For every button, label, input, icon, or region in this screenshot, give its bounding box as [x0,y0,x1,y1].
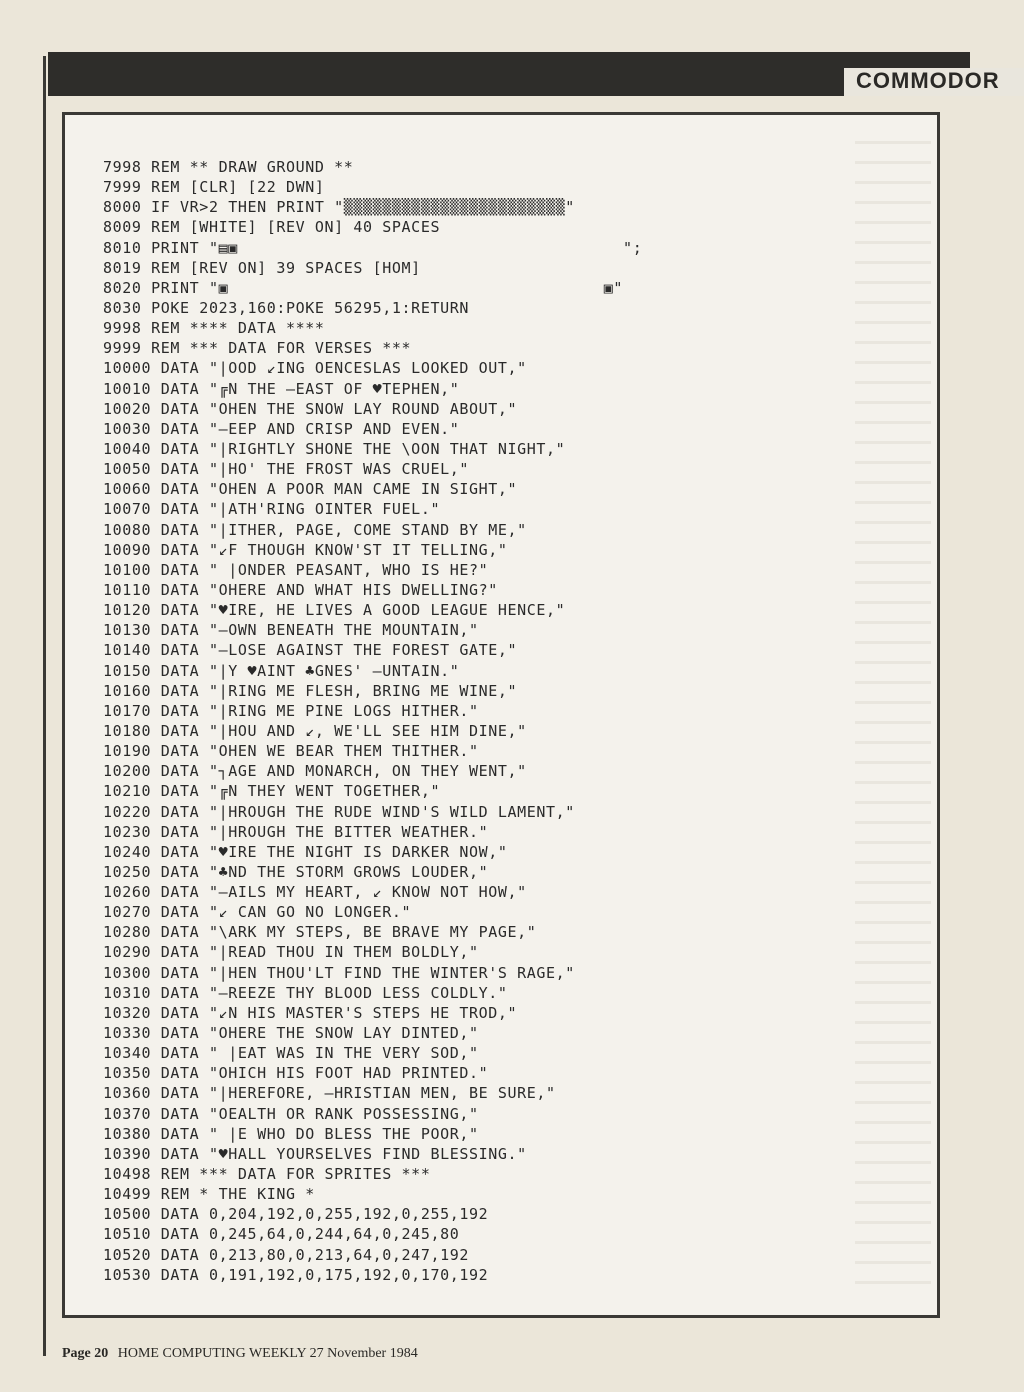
publication-line: HOME COMPUTING WEEKLY 27 November 1984 [117,1346,418,1361]
code-line: 9998 REM **** DATA **** [103,319,325,338]
code-line: 10300 DATA "|HEN THOU'LT FIND THE WINTER'S RAGE," [103,963,575,982]
code-line: 10510 DATA 0,245,64,0,244,64,0,245,80 [103,1225,460,1244]
code-line: 8010 PRINT "▤▣ "; [103,238,643,257]
code-line: 10180 DATA "|HOU AND ↙, WE'LL SEE HIM DINE," [103,721,527,740]
page-footer [62,1346,418,1362]
code-line: 10260 DATA "—AILS MY HEART, ↙ KNOW NOT HOW," [103,883,527,902]
code-line: 10050 DATA "|HO' THE FROST WAS CRUEL," [103,460,469,479]
code-line: 10500 DATA 0,204,192,0,255,192,0,255,192 [103,1205,489,1224]
code-line: 10060 DATA "OHEN A POOR MAN CAME IN SIGHT," [103,480,518,499]
code-line: 10290 DATA "|READ THOU IN THEM BOLDLY," [103,943,479,962]
code-line: 8030 POKE 2023,160:POKE 56295,1:RETURN [103,298,469,317]
code-line: 10020 DATA "OHEN THE SNOW LAY ROUND ABOUT," [103,399,518,418]
code-line: 10120 DATA "♥IRE, HE LIVES A GOOD LEAGUE HENCE," [103,601,566,620]
code-line: 10499 REM * THE KING * [103,1185,315,1204]
code-line: 10000 DATA "|OOD ↙ING OENCESLAS LOOKED OUT," [103,359,527,378]
code-line: 10160 DATA "|RING ME FLESH, BRING ME WINE," [103,681,518,700]
code-line: 10520 DATA 0,213,80,0,213,64,0,247,192 [103,1245,469,1264]
code-line: 10390 DATA "♥HALL YOURSELVES FIND BLESSING." [103,1144,527,1163]
page-number: Page 20 [62,1346,109,1361]
code-line: 10370 DATA "OEALTH OR RANK POSSESSING," [103,1104,479,1123]
code-line: 8000 IF VR>2 THEN PRINT "▒▒▒▒▒▒▒▒▒▒▒▒▒▒▒▒▒▒▒▒▒▒▒" [103,198,575,217]
code-line: 10070 DATA "|ATH'RING OINTER FUEL." [103,500,441,519]
code-line: 10140 DATA "—LOSE AGAINST THE FOREST GATE," [103,641,518,660]
show-through-text [855,129,931,1299]
code-line: 10110 DATA "OHERE AND WHAT HIS DWELLING?" [103,580,498,599]
program-listing [103,157,642,1285]
listing-panel [62,112,940,1318]
code-line: 10080 DATA "|ITHER, PAGE, COME STAND BY ME," [103,520,527,539]
code-line: 10320 DATA "↙N HIS MASTER'S STEPS HE TROD," [103,1003,518,1022]
code-line: 10280 DATA "\ARK MY STEPS, BE BRAVE MY PAGE," [103,923,537,942]
code-line: 10340 DATA " |EAT WAS IN THE VERY SOD," [103,1044,479,1063]
code-line: 10010 DATA "╔N THE —EAST OF ♥TEPHEN," [103,379,460,398]
code-line: 8020 PRINT "▣ ▣" [103,278,624,297]
code-line: 10360 DATA "|HEREFORE, —HRISTIAN MEN, BE SURE," [103,1084,556,1103]
code-line: 10330 DATA "OHERE THE SNOW LAY DINTED," [103,1024,479,1043]
code-line: 10230 DATA "|HROUGH THE BITTER WEATHER." [103,822,489,841]
code-line: 10150 DATA "|Y ♥AINT ♣GNES' —UNTAIN." [103,661,460,680]
code-line: 10030 DATA "—EEP AND CRISP AND EVEN." [103,419,460,438]
code-line: 10350 DATA "OHICH HIS FOOT HAD PRINTED." [103,1064,489,1083]
code-line: 8019 REM [REV ON] 39 SPACES [HOM] [103,258,421,277]
code-line: 10250 DATA "♣ND THE STORM GROWS LOUDER," [103,862,489,881]
code-line: 10270 DATA "↙ CAN GO NO LONGER." [103,903,412,922]
code-line: 10130 DATA "—OWN BENEATH THE MOUNTAIN," [103,621,479,640]
header-title: COMMODOR [856,68,1000,93]
left-rule [43,56,46,1356]
code-line: 7999 REM [CLR] [22 DWN] [103,178,325,197]
code-line: 10220 DATA "|HROUGH THE RUDE WIND'S WILD LAMENT," [103,802,575,821]
header-bar [48,52,1000,96]
code-line: 7998 REM ** DRAW GROUND ** [103,158,354,176]
code-line: 10310 DATA "—REEZE THY BLOOD LESS COLDLY." [103,983,508,1002]
code-line: 10498 REM *** DATA FOR SPRITES *** [103,1165,431,1184]
code-line: 10040 DATA "|RIGHTLY SHONE THE \OON THAT NIGHT," [103,439,566,458]
code-line: 10240 DATA "♥IRE THE NIGHT IS DARKER NOW," [103,842,508,861]
code-line: 8009 REM [WHITE] [REV ON] 40 SPACES [103,218,441,237]
code-line: 10200 DATA "┐AGE AND MONARCH, ON THEY WENT," [103,762,527,781]
code-line: 10210 DATA "╔N THEY WENT TOGETHER," [103,782,441,801]
code-line: 10170 DATA "|RING ME PINE LOGS HITHER." [103,701,479,720]
code-line: 10090 DATA "↙F THOUGH KNOW'ST IT TELLING," [103,540,508,559]
code-line: 10380 DATA " |E WHO DO BLESS THE POOR," [103,1124,479,1143]
code-line: 10530 DATA 0,191,192,0,175,192,0,170,192 [103,1265,489,1284]
code-line: 9999 REM *** DATA FOR VERSES *** [103,339,412,358]
code-line: 10100 DATA " |ONDER PEASANT, WHO IS HE?" [103,560,489,579]
code-line: 10190 DATA "OHEN WE BEAR THEM THITHER." [103,742,479,761]
